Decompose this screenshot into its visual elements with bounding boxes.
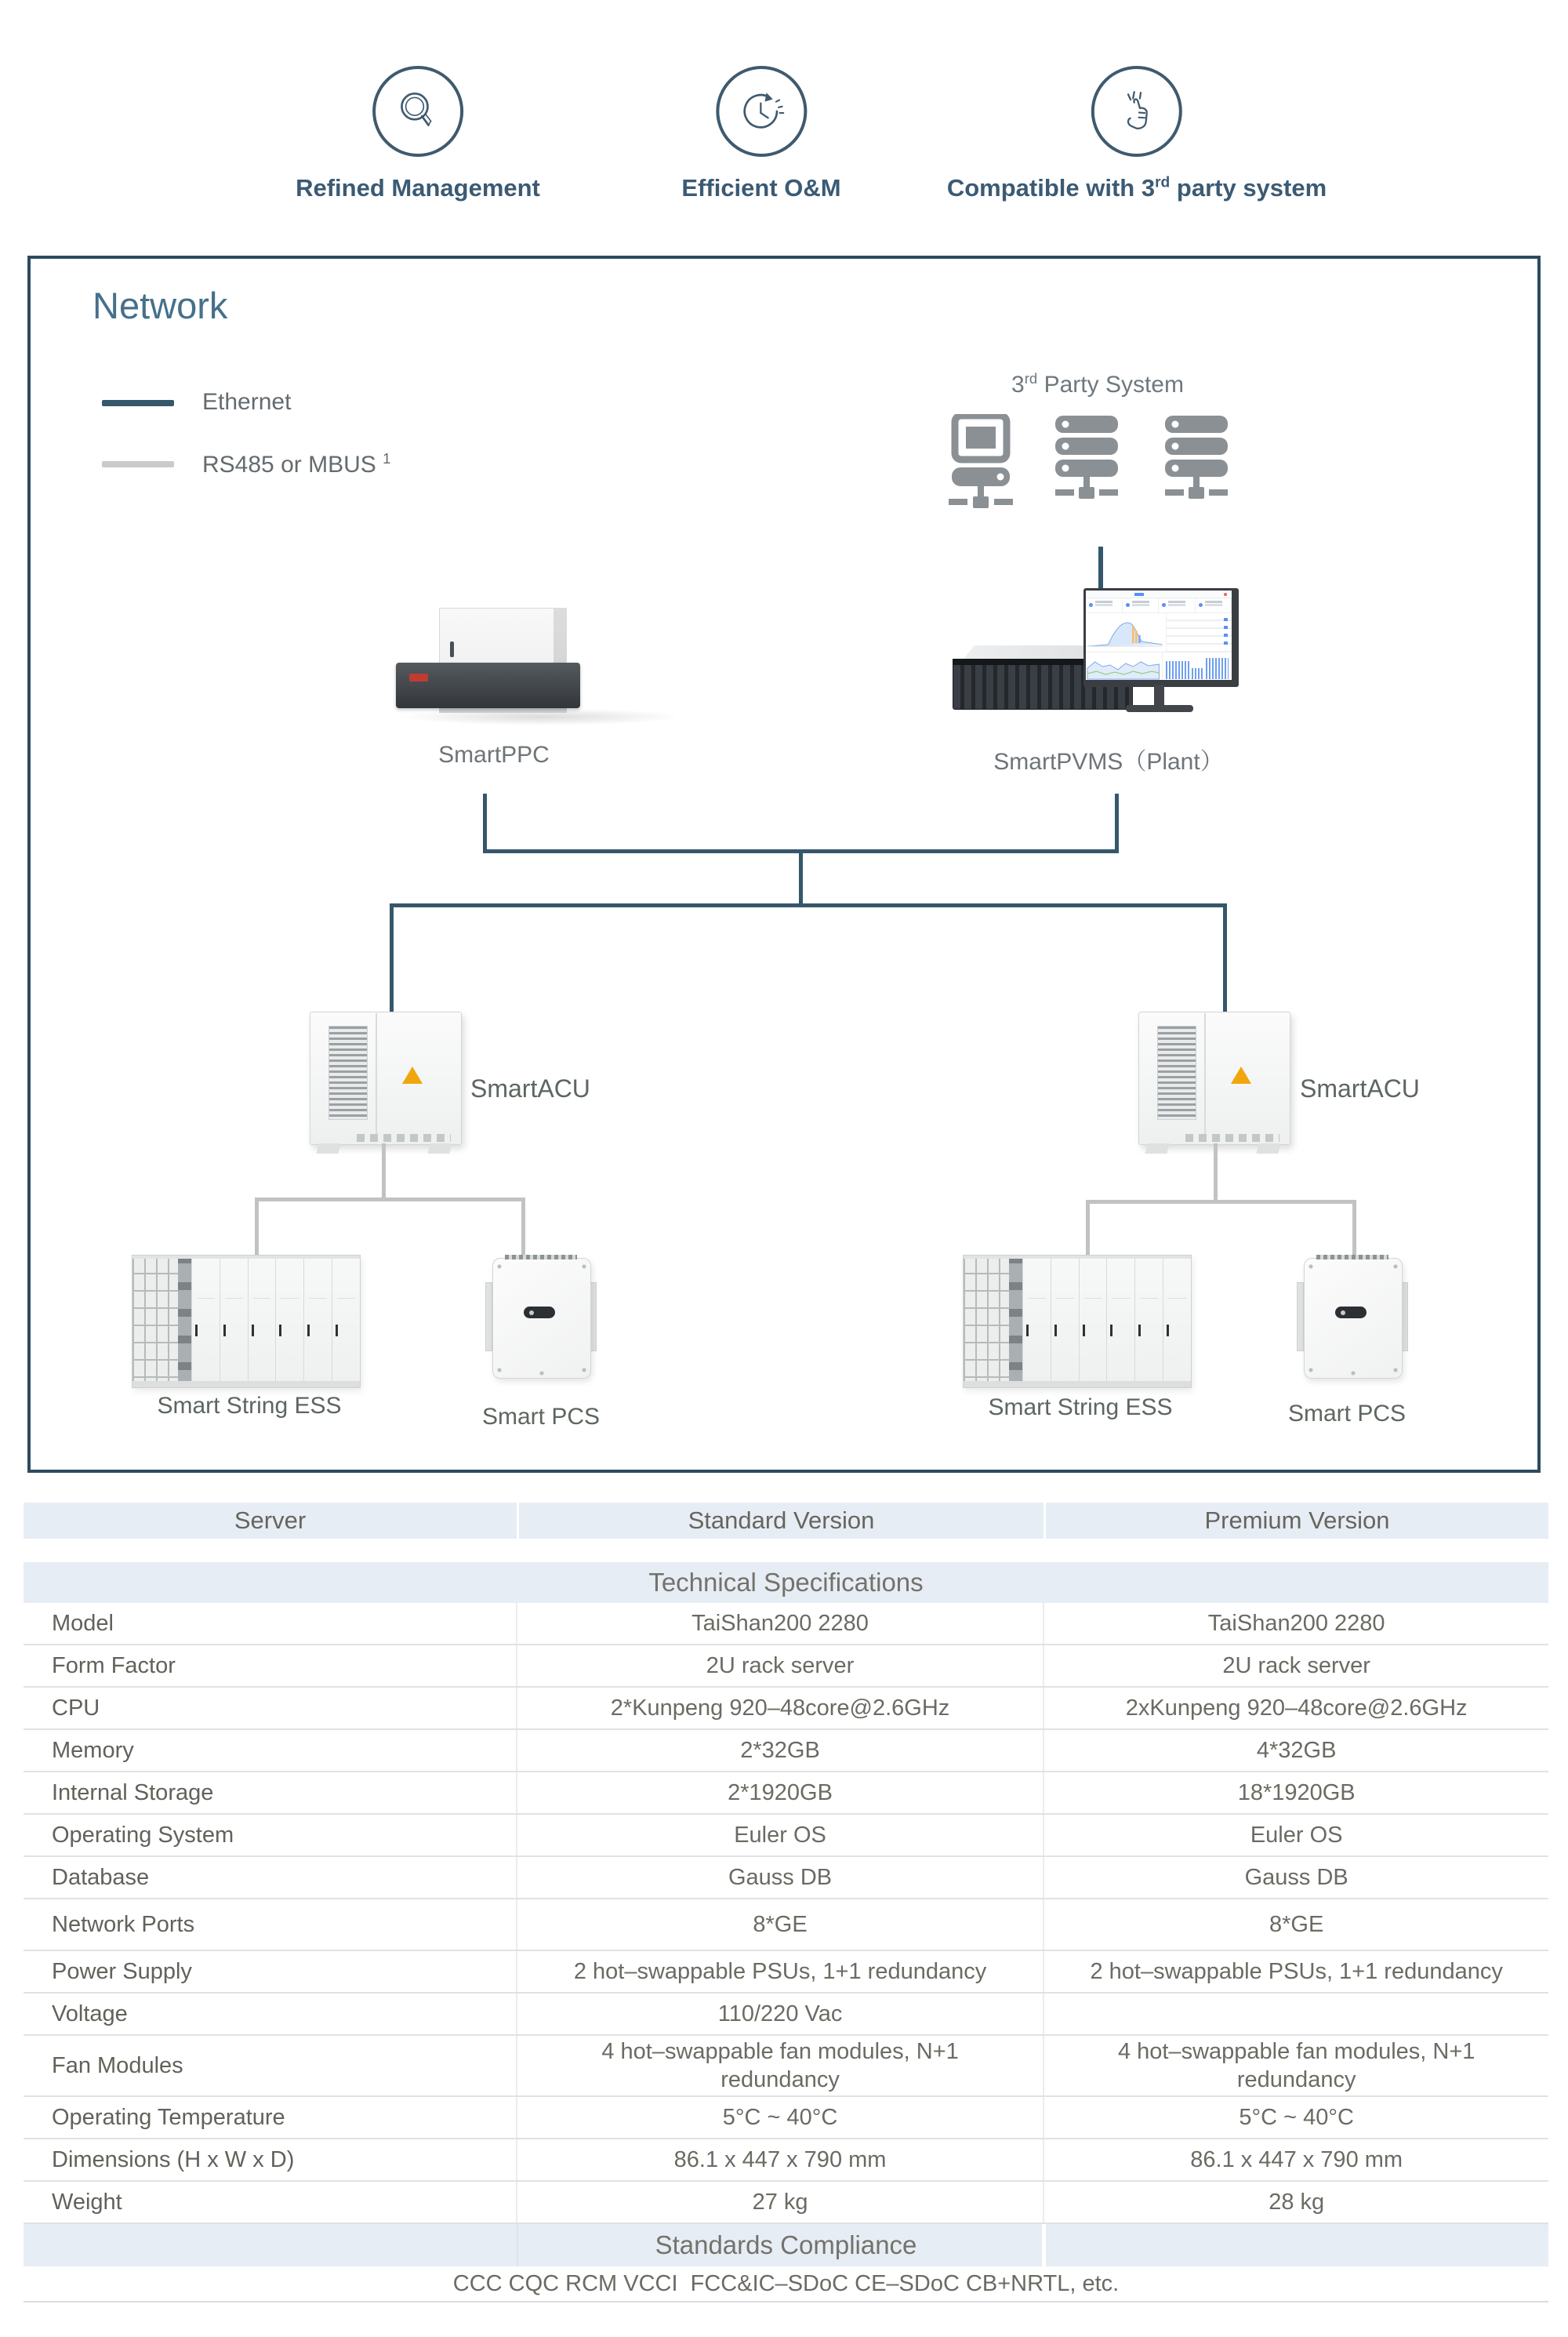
smartpvms-label: SmartPVMS（Plant） xyxy=(993,749,1224,775)
feature-ring xyxy=(372,66,463,157)
spec-standard-value: 4 hot–swappable fan modules, N+1 redundancy xyxy=(516,2036,1044,2095)
ppc-rack-logo xyxy=(409,674,428,681)
table-row xyxy=(24,1772,1548,1815)
smart-pcs-right-device xyxy=(1298,1255,1407,1380)
pcs-terminal-strip xyxy=(505,1255,577,1259)
spec-label: Internal Storage xyxy=(52,1779,214,1805)
rs485-line xyxy=(255,1198,259,1256)
ess-top-rail xyxy=(964,1256,1191,1259)
acu-foot xyxy=(316,1143,340,1154)
section-standards-compliance xyxy=(24,2224,1548,2266)
table-spacer xyxy=(24,1539,1548,1562)
table-row xyxy=(24,1994,1548,2036)
smartacu-right-label: SmartACU xyxy=(1300,1074,1420,1103)
ethernet-line xyxy=(1223,903,1227,1018)
acu-cable-glands xyxy=(1185,1134,1279,1142)
table-row xyxy=(24,2139,1548,2182)
feature-ring xyxy=(1091,66,1182,157)
legend-rs485-swatch xyxy=(102,461,174,467)
footnote-marker: 1 xyxy=(383,450,391,467)
ess-slot-column xyxy=(178,1256,191,1387)
network-title: Network xyxy=(93,285,228,326)
third-party-cluster-icons xyxy=(938,414,1275,551)
table-row xyxy=(24,1645,1548,1688)
spec-premium-value: 4*32GB xyxy=(1043,1730,1548,1771)
table-header-row xyxy=(24,1503,1548,1539)
magnifier-icon xyxy=(392,85,444,137)
spec-label: Operating System xyxy=(52,1822,234,1848)
spec-standard-value: 5°C ~ 40°C xyxy=(516,2097,1044,2138)
acu-door-divider xyxy=(1204,1013,1206,1142)
dashboard-line-chart xyxy=(1086,652,1163,680)
section-technical-specifications: Technical Specifications xyxy=(24,1562,1548,1603)
spec-label: Operating Temperature xyxy=(52,2104,285,2130)
rs485-line xyxy=(255,1198,525,1201)
rs485-line xyxy=(1352,1200,1356,1256)
ess-bottom-rail xyxy=(132,1381,360,1387)
spec-premium-value: 4 hot–swappable fan modules, N+1 redundancy xyxy=(1043,2036,1548,2095)
spec-standard-value: TaiShan200 2280 xyxy=(516,1603,1044,1644)
table-row xyxy=(24,1815,1548,1857)
smart-string-ess-right-device xyxy=(963,1255,1192,1388)
ess-doors xyxy=(1022,1256,1191,1381)
feature-compatible xyxy=(947,66,1327,202)
ppc-cabinet-handle xyxy=(450,641,454,657)
feature-label: Compatible with 3rd party system xyxy=(946,174,1327,202)
spec-premium-value: TaiShan200 2280 xyxy=(1043,1603,1548,1644)
spec-premium-value: 5°C ~ 40°C xyxy=(1043,2097,1548,2138)
column-header-standard: Standard Version xyxy=(519,1503,1044,1539)
ppc-rack-unit xyxy=(396,663,580,708)
spec-label: Network Ports xyxy=(52,1911,195,1937)
spec-standard-value: 2U rack server xyxy=(516,1645,1044,1686)
ess-right-label: Smart String ESS xyxy=(988,1394,1173,1420)
third-party-system-label: 3rd Party System xyxy=(1011,370,1184,398)
column-header-server: Server xyxy=(24,1503,517,1539)
spec-label: Weight xyxy=(52,2189,122,2215)
acu-vent-panel xyxy=(1157,1026,1196,1120)
monitor-stand-base xyxy=(1126,705,1193,712)
table-row xyxy=(24,1899,1548,1951)
rs485-line xyxy=(1086,1200,1090,1256)
dashboard-kpis xyxy=(1086,598,1232,613)
acu-foot xyxy=(1145,1143,1169,1154)
spec-standard-value: 2*32GB xyxy=(516,1730,1044,1771)
rs485-line xyxy=(1086,1200,1356,1204)
table-row xyxy=(24,2097,1548,2139)
acu-foot xyxy=(427,1143,452,1154)
smart-string-ess-left-device xyxy=(132,1255,361,1388)
spec-premium-value: Gauss DB xyxy=(1043,1857,1548,1898)
pcs-right-label: Smart PCS xyxy=(1287,1401,1406,1427)
spec-label: Form Factor xyxy=(52,1652,176,1678)
legend-ethernet-swatch xyxy=(102,400,174,406)
ethernet-line xyxy=(483,794,487,852)
pcs-logo xyxy=(524,1307,555,1318)
dashboard-table xyxy=(1167,613,1232,652)
spec-standard-value: 8*GE xyxy=(516,1899,1044,1950)
spec-standard-value: Euler OS xyxy=(516,1815,1044,1855)
rs485-line xyxy=(1214,1143,1218,1202)
spec-premium-value xyxy=(1043,1994,1548,2034)
dashboard-thumbnail xyxy=(1086,591,1232,680)
table-row xyxy=(24,1730,1548,1772)
table-row xyxy=(24,1688,1548,1730)
ess-doors xyxy=(191,1256,360,1381)
spec-label: Power Supply xyxy=(52,1958,192,1984)
smartpvms-device xyxy=(941,576,1278,718)
smart-pcs-left-device xyxy=(486,1255,596,1380)
desktop-computer-icon xyxy=(949,416,1013,508)
acu-vent-panel xyxy=(328,1026,368,1120)
superscript: rd xyxy=(1155,174,1171,191)
table-row xyxy=(24,2036,1548,2097)
spec-premium-value: 2xKunpeng 920–48core@2.6GHz xyxy=(1043,1688,1548,1728)
spec-standard-value: 86.1 x 447 x 790 mm xyxy=(516,2139,1044,2180)
spec-label: Voltage xyxy=(52,2001,128,2026)
superscript: rd xyxy=(1024,370,1038,387)
spec-standard-value: 110/220 Vac xyxy=(516,1994,1044,2034)
spec-standard-value: 27 kg xyxy=(516,2182,1044,2223)
ess-left-label: Smart String ESS xyxy=(157,1393,342,1419)
pcs-heatsink-fin xyxy=(486,1283,492,1350)
rs485-line xyxy=(521,1198,525,1259)
spec-premium-value: 86.1 x 447 x 790 mm xyxy=(1043,2139,1548,2180)
snap-fingers-icon xyxy=(1111,85,1163,137)
pcs-heatsink-fin xyxy=(1402,1283,1407,1350)
ethernet-line xyxy=(799,852,803,905)
spec-label: Database xyxy=(52,1864,150,1890)
spec-label: Dimensions (H x W x D) xyxy=(52,2146,295,2172)
compliance-list: CCC CQC RCM VCCI FCC&IC–SDoC CE–SDoC CB+NRTL, etc. xyxy=(24,2266,1548,2302)
monitor-stand-neck xyxy=(1154,685,1164,707)
spec-premium-value: 2U rack server xyxy=(1043,1645,1548,1686)
table-row xyxy=(24,1951,1548,1994)
spec-standard-value: 2*1920GB xyxy=(516,1772,1044,1813)
pcs-terminal-strip xyxy=(1316,1255,1388,1259)
ess-top-rail xyxy=(132,1256,360,1259)
ess-bottom-rail xyxy=(964,1381,1191,1387)
rs485-line xyxy=(382,1143,386,1200)
pcs-heatsink-fin xyxy=(1298,1283,1303,1350)
table-row xyxy=(24,2182,1548,2224)
ethernet-line xyxy=(390,903,1227,907)
feature-refined-management xyxy=(296,66,540,202)
ethernet-line xyxy=(390,903,394,1018)
legend-ethernet-label: Ethernet xyxy=(202,389,292,415)
acu-door-divider xyxy=(376,1013,377,1142)
smartacu-right-device xyxy=(1138,1010,1295,1161)
acu-cable-glands xyxy=(357,1134,451,1142)
spec-premium-value: 28 kg xyxy=(1043,2182,1548,2223)
pcs-left-label: Smart PCS xyxy=(481,1404,601,1430)
pcs-logo xyxy=(1335,1307,1367,1318)
dashboard-bar-chart xyxy=(1163,652,1232,680)
ess-slot-column xyxy=(1009,1256,1022,1387)
table-row xyxy=(24,1857,1548,1899)
pcs-body xyxy=(1304,1258,1403,1379)
ethernet-line xyxy=(1115,794,1119,852)
standards-compliance-title: Standards Compliance xyxy=(655,2230,917,2259)
spec-standard-value: 2*Kunpeng 920–48core@2.6GHz xyxy=(516,1688,1044,1728)
ess-end-face xyxy=(964,1256,1009,1387)
spec-label: Memory xyxy=(52,1737,134,1763)
spec-label: Model xyxy=(52,1610,114,1636)
monitor xyxy=(1083,588,1239,687)
smartppc-label: SmartPPC xyxy=(438,742,550,768)
feature-ring xyxy=(716,66,807,157)
server-stack-icon xyxy=(1055,416,1118,499)
spec-premium-value: 8*GE xyxy=(1043,1899,1548,1950)
column-header-premium: Premium Version xyxy=(1046,1503,1548,1539)
feature-label: Refined Management xyxy=(296,174,540,202)
spec-premium-value: Euler OS xyxy=(1043,1815,1548,1855)
spec-standard-value: Gauss DB xyxy=(516,1857,1044,1898)
legend-rs485-label: RS485 or MBUS $^1$ xyxy=(202,450,391,478)
pcs-body xyxy=(492,1258,591,1379)
smartacu-left-label: SmartACU xyxy=(470,1074,590,1103)
smartppc-device xyxy=(376,580,619,718)
ess-end-face xyxy=(132,1256,178,1387)
spec-premium-value: 18*1920GB xyxy=(1043,1772,1548,1813)
spec-premium-value: 2 hot–swappable PSUs, 1+1 redundancy xyxy=(1043,1951,1548,1992)
smartacu-left-device xyxy=(310,1010,466,1161)
feature-efficient-om xyxy=(681,66,840,202)
dashboard-topbar xyxy=(1086,591,1232,598)
spec-label: Fan Modules xyxy=(52,2052,183,2078)
acu-foot xyxy=(1256,1143,1280,1154)
spec-label: CPU xyxy=(52,1695,100,1721)
pcs-heatsink-fin xyxy=(590,1283,596,1350)
clock-cycle-icon xyxy=(735,85,787,137)
dashboard-area-chart xyxy=(1086,613,1167,652)
feature-label: Efficient O&M xyxy=(681,174,841,202)
spec-table xyxy=(24,1503,1548,2302)
table-row xyxy=(24,1603,1548,1645)
server-stack-icon xyxy=(1165,416,1228,499)
spec-standard-value: 2 hot–swappable PSUs, 1+1 redundancy xyxy=(516,1951,1044,1992)
